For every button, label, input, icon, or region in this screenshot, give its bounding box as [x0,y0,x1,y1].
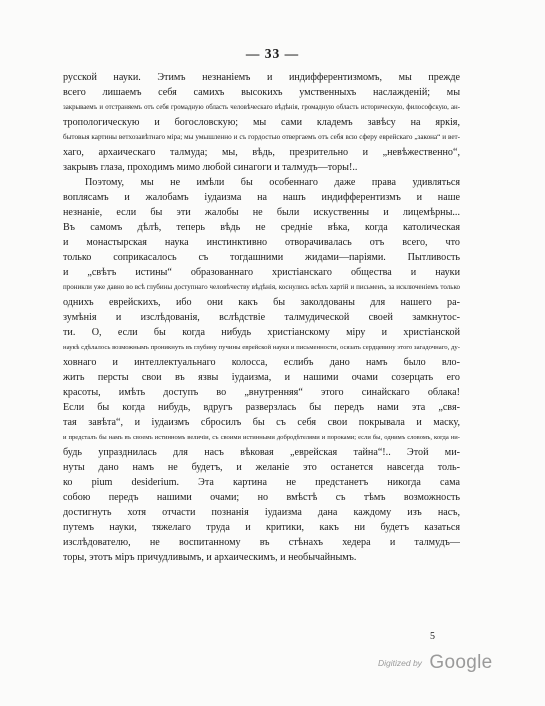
watermark-prefix: Digitized by [378,658,422,668]
text-line: жить персты свои въ язвы іудаизма, и нашими очами созерцать его [63,372,460,383]
text-line: красоты, имѣть доступъ во „внутренняя“ этого синайскаго облака! [63,387,460,398]
text-line: Поэтому, мы не имѣли бы особеннаго даже права удивляться [85,177,460,188]
text-line: только соприкасалось съ тогдашними жидами—паріями. Пытливость [63,252,460,263]
text-line: ховнаго и интеллектуальнаго колосса, еслибъ дано намъ было вло- [63,357,460,368]
page-body-text [63,70,460,565]
text-line: тропологическую и богословскую; мы сами кладемъ завѣсу на яркія, [63,117,460,128]
text-line: и монастырская наука инстинктивно отворачивалась отъ всего, что [63,237,460,248]
text-line: бытовыя картины ветхозавѣтнаго міра; мы умышленно и съ гордостью отвергаемъ отъ себя всю сферу еврейскаго „закона“ и вет- [63,133,460,141]
text-line: нуты дано намъ не будетъ, и желаніе это останется навсегда толь- [63,462,460,473]
text-line: незнаніе, если бы эти жалобы не были искуственны и лицемѣрны... [63,207,460,218]
text-line: наукѣ сдѣлалось возможнымъ проникнуть въ глубину пучины еврейской науки и письменности, осязать сердцевину этого загадочнаго, ду- [63,344,460,351]
text-line: Если бы когда нибудь, вдругъ разверзлась бы передъ нами эта „свя- [63,402,460,413]
text-line: проникли уже давно во всѣ глубины доступнаго человѣчеству вѣдѣнія, коснулись всѣхъ хартій и письменъ, за исключеніемъ только [63,283,460,291]
text-line: тая завѣта“, и іудаизмъ сбросилъ бы съ себя свои покрывала и маску, [63,417,460,428]
text-line: путемъ науки, тяжелаго труда и критики, какъ ни будетъ казаться [63,522,460,533]
text-line: зумѣнія и изслѣдованія, вслѣдствіе талмудической своей замкнутос- [63,312,460,323]
text-line: воплясамъ и жалобамъ іудаизма на нашъ индифферентизмъ и нашe [63,192,460,203]
text-line: и „свѣтъ истины“ образованнаго христіанскаго общества и науки [63,267,460,278]
text-line: ко pium desiderium. Эта картина не предстанетъ никогда сама [63,477,460,488]
watermark-brand: Google [429,652,493,673]
digitization-watermark [378,652,492,674]
text-line: закрывъ глаза, проходимъ мимо любой синагоги и талмудъ—торы!.. [63,162,358,173]
printer-signature-mark: 5 [430,631,435,642]
text-line: и предсталъ бы намъ въ своемъ истинномъ величіи, съ своими истинными добродѣтелями и пороками; если бы, однимъ словомъ, когда ни- [63,434,460,441]
text-line: русской науки. Этимъ незнаніемъ и индифферентизмомъ, мы прежде [63,72,460,83]
text-line: закрываемъ и отстраняемъ отъ себя громадную область человѣческаго вѣдѣнія, громадную область историческую, философскую, ан- [63,104,460,111]
text-line: собою передъ нашими очами; но вмѣстѣ съ тѣмъ возможность [63,492,460,503]
text-line: торы, этотъ міръ причудливымъ, и архаическимъ, и необычайнымъ. [63,552,357,563]
text-line: достигнуть хотя отчасти познанія іудаизма дана каждому изъ насъ, [63,507,460,518]
text-line: будь упразднилась для насъ вѣковая „еврейская тайна“!.. Этой ми- [63,447,460,458]
page-number: — 33 — [245,46,300,61]
text-line: всего лишаемъ себя самихъ высокихъ умственныхъ наслажденій; мы [63,87,460,98]
text-line: ти. О, если бы когда нибудь христіанскому міру и христіанской [63,327,460,338]
text-line: однихъ еврейскихъ, ибо они какъ бы заколдованы для нашего ра- [63,297,460,308]
text-line: хаго, архаическаго талмуда; мы, вѣдь, презрительно и „невѣжественно“, [63,147,460,158]
text-line: Въ самомъ дѣлѣ, теперь вѣдь не средніе вѣка, когда католическая [63,222,460,233]
text-line: изслѣдователю, не воспитанному въ стѣнахъ хедера и талмудъ— [63,537,460,548]
